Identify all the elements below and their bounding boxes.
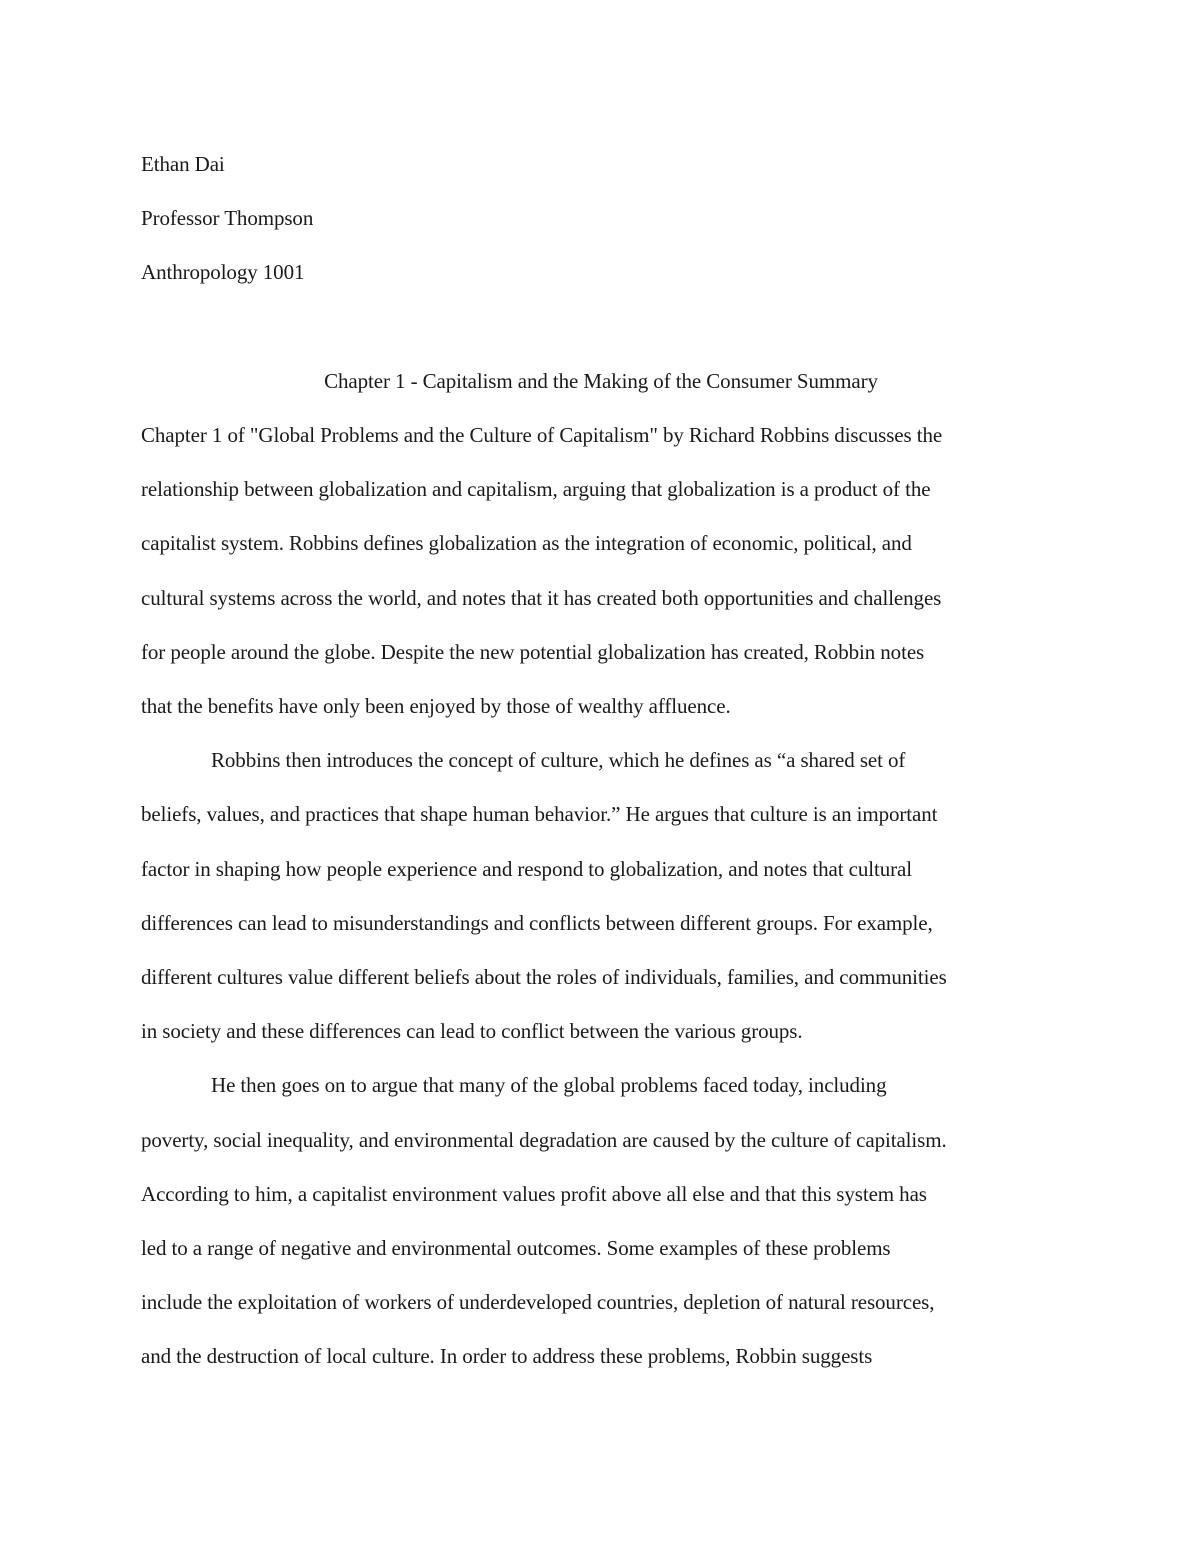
paragraph-line: According to him, a capitalist environment values profit above all else and that this system has	[141, 1181, 927, 1206]
paragraph-line: relationship between globalization and capitalism, arguing that globalization is a product of the	[141, 477, 931, 502]
paragraph-line: include the exploitation of workers of underdeveloped countries, depletion of natural resources,	[141, 1290, 935, 1315]
paragraph-line: beliefs, values, and practices that shape human behavior.” He argues that culture is an important	[141, 802, 938, 827]
document-title: Chapter 1 - Capitalism and the Making of the Consumer Summary	[324, 368, 878, 393]
professor-name: Professor Thompson	[141, 206, 314, 231]
paragraph-line: for people around the globe. Despite the new potential globalization has created, Robbin notes	[141, 639, 925, 664]
paragraph-line: Chapter 1 of "Global Problems and the Culture of Capitalism" by Richard Robbins discusses the	[141, 423, 943, 447]
paragraph-line: and the destruction of local culture. In order to address these problems, Robbin suggests	[141, 1344, 873, 1369]
paragraph-line: He then goes on to argue that many of the global problems faced today, including	[211, 1073, 887, 1098]
header-spacer	[141, 300, 1061, 354]
paragraph-line: different cultures value different beliefs about the roles of individuals, families, and communities	[141, 965, 947, 990]
paragraph-line: led to a range of negative and environmental outcomes. Some examples of these problems	[141, 1236, 891, 1261]
paragraph-line: that the benefits have only been enjoyed by those of wealthy affluence.	[141, 694, 731, 719]
paragraph-line: capitalist system. Robbins defines globalization as the integration of economic, political, and	[141, 531, 912, 556]
paragraph-line: in society and these differences can lead to conflict between the various groups.	[141, 1019, 803, 1044]
paragraph-line: Robbins then introduces the concept of culture, which he defines as “a shared set of	[211, 748, 906, 773]
paragraph-line: factor in shaping how people experience and respond to globalization, and notes that cultural	[141, 856, 912, 881]
document-body	[141, 137, 1061, 1384]
paragraph-line: cultural systems across the world, and notes that it has created both opportunities and challenges	[141, 585, 942, 610]
paragraph-line: poverty, social inequality, and environmental degradation are caused by the culture of capitalism.	[141, 1127, 947, 1152]
course-name: Anthropology 1001	[141, 260, 305, 285]
paragraph-3	[141, 1058, 1061, 1383]
paragraph-1	[141, 408, 1061, 733]
paragraph-line: differences can lead to misunderstandings and conflicts between different groups. For example,	[141, 910, 933, 935]
student-name: Ethan Dai	[141, 152, 225, 176]
paragraph-2	[141, 733, 1061, 1058]
